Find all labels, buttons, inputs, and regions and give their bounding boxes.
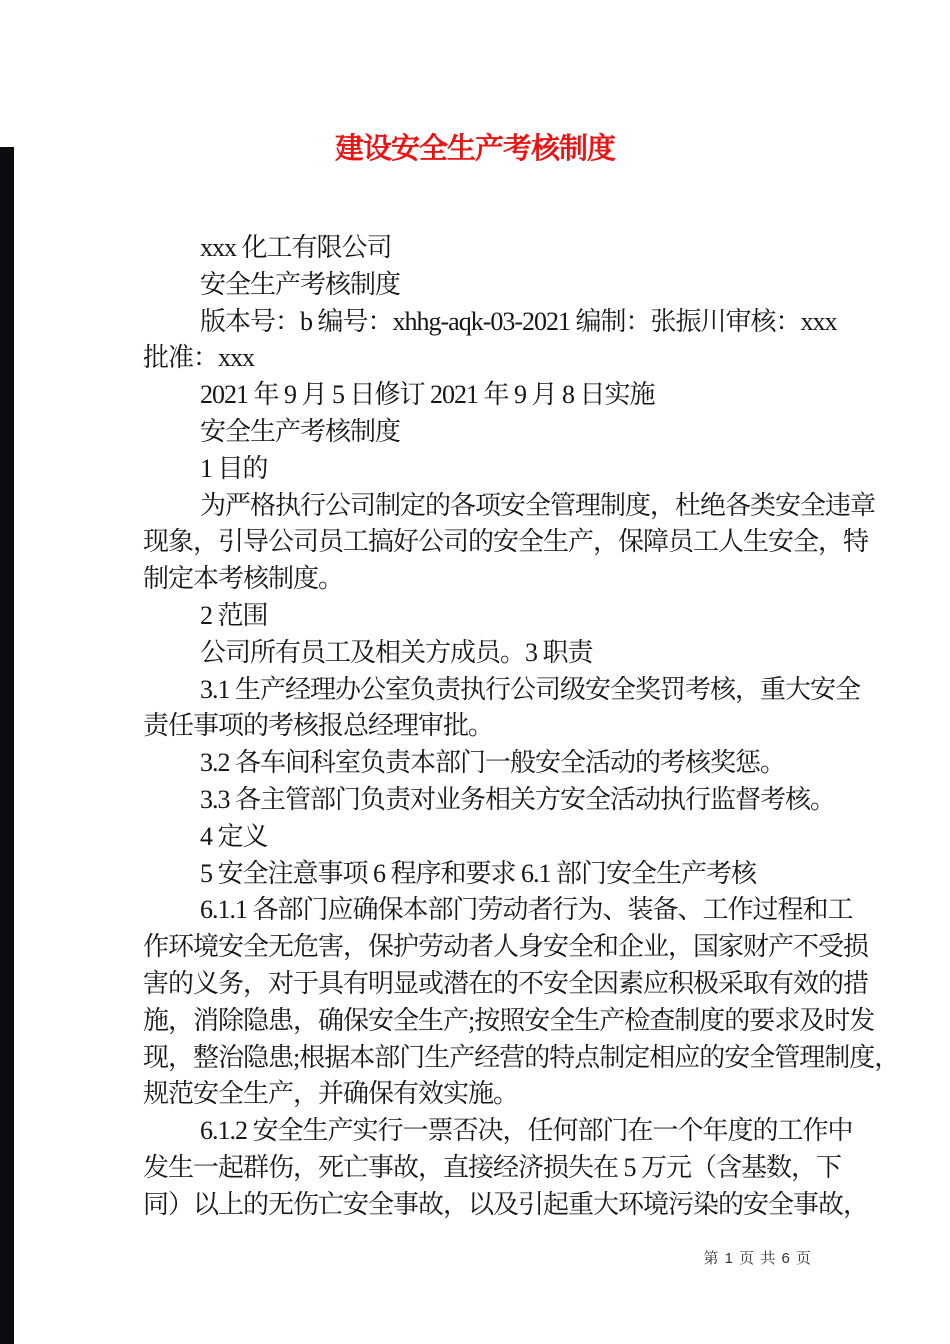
document-line: 6.1.2 安全生产实行一票否决，任何部门在一个年度的工作中 (200, 1116, 853, 1146)
page-number: 第 1 页 共 6 页 (703, 1250, 812, 1267)
document-line: 制定本考核制度。 (143, 564, 344, 594)
page-footer (703, 1247, 812, 1268)
document-line: 公司所有员工及相关方成员。3 职责 (200, 637, 593, 667)
document-line: 责任事项的考核报总经理审批。 (143, 711, 494, 741)
document-line: 现象，引导公司员工搞好公司的安全生产，保障员工人生安全，特 (143, 527, 869, 557)
document-body (0, 230, 950, 1224)
document-line: 为严格执行公司制定的各项安全管理制度，杜绝各类安全违章 (200, 490, 876, 520)
document-line: 3.3 各主管部门负责对业务相关方安全活动执行监督考核。 (200, 784, 836, 814)
document-line: 3.2 各车间科室负责本部门一般安全活动的考核奖惩。 (200, 748, 786, 778)
document-line: 现，整治隐患;根据本部门生产经营的特点制定相应的安全管理制度， (143, 1042, 900, 1072)
document-line: 版本号：b 编号：xhhg-aqk-03-2021 编制：张振川审核：xxx (200, 306, 837, 336)
document-line: 同）以上的无伤亡安全事故，以及引起重大环境污染的安全事故， (143, 1189, 869, 1219)
document-line: 作环境安全无危害，保护劳动者人身安全和企业，国家财产不受损 (143, 932, 869, 962)
document-line: 害的义务，对于具有明显或潜在的不安全因素应积极采取有效的措 (143, 968, 869, 998)
document-line: 批准：xxx (143, 343, 255, 373)
document-line: 5 安全注意事项 6 程序和要求 6.1 部门安全生产考核 (200, 858, 757, 888)
document-line: 2021 年 9 月 5 日修订 2021 年 9 月 8 日实施 (200, 380, 655, 410)
document-line: 2 范围 (200, 600, 268, 630)
document-line: 3.1 生产经理办公室负责执行公司级安全奖罚考核，重大安全 (200, 674, 861, 704)
document-line: 施，消除隐患，确保安全生产;按照安全生产检查制度的要求及时发 (143, 1005, 875, 1035)
document-line: 1 目的 (200, 453, 268, 483)
document-line: 6.1.1 各部门应确保本部门劳动者行为、装备、工作过程和工 (200, 895, 853, 925)
document-line: 规范安全生产，并确保有效实施。 (143, 1079, 519, 1109)
document-line: 4 定义 (200, 821, 268, 851)
document-line: 发生一起群伤，死亡事故，直接经济损失在 5 万元（含基数，下 (143, 1152, 842, 1182)
document-line: 安全生产考核制度 (200, 269, 401, 299)
document-line: xxx 化工有限公司 (200, 233, 392, 262)
document-line: 安全生产考核制度 (200, 416, 401, 446)
document-title: 建设安全生产考核制度 (334, 133, 615, 165)
